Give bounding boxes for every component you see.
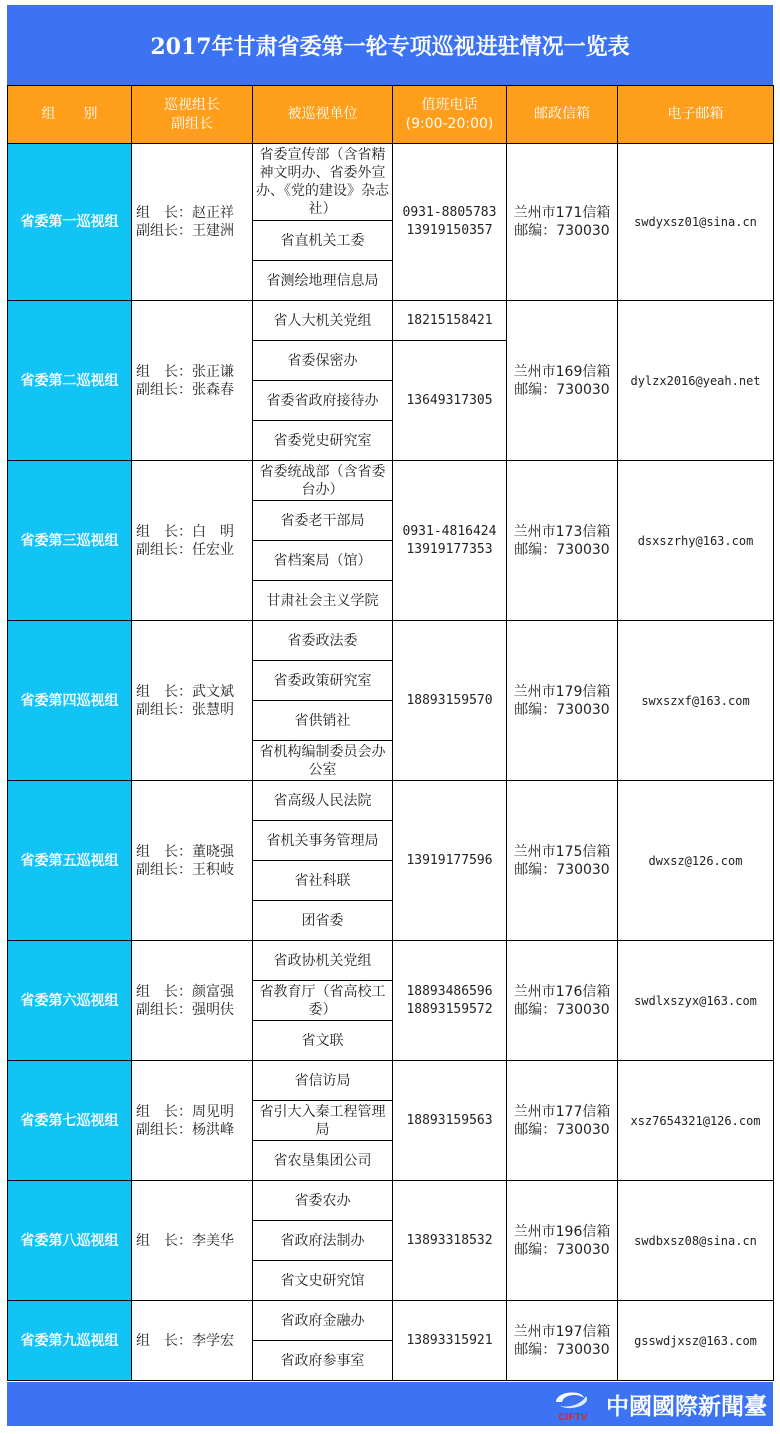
header-phone — [393, 86, 507, 144]
leader-line: 组 长：李学宏 — [136, 1332, 234, 1349]
group-name: 省委第五巡视组 — [8, 781, 132, 941]
leader-line: 组 长：周见明 — [136, 1103, 234, 1120]
unit-cell: 省委保密办 — [253, 341, 393, 381]
unit-cell: 省农垦集团公司 — [253, 1141, 393, 1181]
inspection-table — [7, 85, 774, 1381]
phone-cell: 18215158421 — [393, 301, 507, 341]
leader-line: 组 长：白 明 — [136, 523, 234, 540]
unit-cell: 省政协机关党组 — [253, 941, 393, 981]
leader-line: 组 长：李美华 — [136, 1232, 234, 1249]
phone-line: 0931-8805783 — [402, 205, 497, 220]
postbox-line: 兰州市196信箱 — [513, 1223, 611, 1240]
unit-cell: 省委老干部局 — [253, 501, 393, 541]
unit-cell: 省文史研究馆 — [253, 1261, 393, 1301]
unit-cell: 省文联 — [253, 1021, 393, 1061]
header-group: 组 别 — [8, 86, 132, 144]
header-phone-line2: (9:00-20:00) — [405, 115, 494, 132]
swirl-logo-icon — [542, 1386, 604, 1422]
header-leaders-line1: 巡视组长 — [164, 96, 220, 113]
unit-cell: 省社科联 — [253, 861, 393, 901]
leader-line: 副组长：强明伕 — [136, 1001, 234, 1018]
phone-cell — [393, 941, 507, 1061]
postcode-line: 邮编：730030 — [514, 1341, 610, 1358]
phone-cell: 13649317305 — [393, 341, 507, 461]
unit-cell: 省测绘地理信息局 — [253, 261, 393, 301]
group-leaders — [132, 301, 253, 461]
phone-line: 13919177353 — [406, 541, 493, 557]
page-title: 2017年甘肃省委第一轮专项巡视进驻情况一览表 — [7, 5, 773, 85]
email-cell: gsswdjxsz@163.com — [618, 1301, 774, 1381]
header-leaders — [132, 86, 253, 144]
header-email: 电子邮箱 — [618, 86, 774, 144]
group-name: 省委第八巡视组 — [8, 1181, 132, 1301]
unit-cell: 省档案局（馆） — [253, 541, 393, 581]
group-name: 省委第六巡视组 — [8, 941, 132, 1061]
postbox-line: 兰州市169信箱 — [513, 363, 611, 380]
postbox-line: 兰州市177信箱 — [513, 1103, 611, 1120]
phone-cell: 13893315921 — [393, 1301, 507, 1381]
postcode-line: 邮编：730030 — [514, 1001, 610, 1018]
unit-cell: 甘肃社会主义学院 — [253, 581, 393, 621]
group-name: 省委第七巡视组 — [8, 1061, 132, 1181]
logo-mark-text: CIFTV — [558, 1412, 588, 1422]
email-cell: swdlxszyx@163.com — [618, 941, 774, 1061]
logo-name-text: 中國國際新聞臺 — [606, 1392, 767, 1420]
postbox-line: 兰州市176信箱 — [513, 983, 611, 1000]
group-leaders — [132, 1181, 253, 1301]
postbox-line: 兰州市173信箱 — [513, 523, 611, 540]
phone-cell: 18893159563 — [393, 1061, 507, 1181]
postbox-cell — [507, 1301, 618, 1381]
postcode-line: 邮编：730030 — [514, 1241, 610, 1258]
unit-cell: 团省委 — [253, 901, 393, 941]
email-cell: swdbxsz08@sina.cn — [618, 1181, 774, 1301]
group-name: 省委第三巡视组 — [8, 461, 132, 621]
unit-cell: 省机构编制委员会办公室 — [253, 741, 393, 781]
phone-line: 0931-4816424 — [402, 523, 497, 539]
leader-line: 副组长：王积岐 — [136, 861, 234, 878]
leader-line: 副组长：张慧明 — [136, 701, 234, 718]
unit-cell: 省委政策研究室 — [253, 661, 393, 701]
unit-cell: 省政府法制办 — [253, 1221, 393, 1261]
email-cell: dsxszrhy@163.com — [618, 461, 774, 621]
phone-cell: 18893159570 — [393, 621, 507, 781]
group-leaders — [132, 1301, 253, 1381]
leader-line: 组 长：颜富强 — [136, 983, 234, 1000]
phone-line: 13919150357 — [406, 223, 493, 238]
unit-cell: 省委省政府接待办 — [253, 381, 393, 421]
group-name: 省委第九巡视组 — [8, 1301, 132, 1381]
group-leaders — [132, 781, 253, 941]
unit-cell: 省委党史研究室 — [253, 421, 393, 461]
leader-line: 组 长：赵正祥 — [136, 205, 234, 221]
postbox-line: 兰州市197信箱 — [513, 1323, 611, 1340]
postbox-line: 兰州市179信箱 — [513, 683, 611, 700]
header-units: 被巡视单位 — [253, 86, 393, 144]
cifitv-logo — [542, 1386, 767, 1422]
swirl-logo-graphic — [542, 1386, 604, 1422]
phone-cell — [393, 144, 507, 301]
postcode-line: 邮编：730030 — [514, 223, 610, 239]
unit-cell: 省引大入秦工程管理局 — [253, 1101, 393, 1141]
group-leaders — [132, 1061, 253, 1181]
header-phone-line1: 值班电话 — [421, 96, 478, 113]
postbox-cell — [507, 941, 618, 1061]
unit-cell: 省高级人民法院 — [253, 781, 393, 821]
unit-cell: 省教育厅（省高校工委） — [253, 981, 393, 1021]
email-cell: dylzx2016@yeah.net — [618, 301, 774, 461]
leader-line: 副组长：张森春 — [136, 381, 234, 398]
group-name: 省委第一巡视组 — [8, 144, 132, 301]
postbox-cell — [507, 144, 618, 301]
phone-cell — [393, 461, 507, 621]
phone-cell: 13919177596 — [393, 781, 507, 941]
leader-line: 副组长：任宏业 — [136, 541, 234, 558]
postcode-line: 邮编：730030 — [514, 701, 610, 718]
postbox-line: 兰州市175信箱 — [513, 843, 611, 860]
leader-line: 副组长：杨洪峰 — [136, 1121, 234, 1138]
unit-cell: 省人大机关党组 — [253, 301, 393, 341]
email-cell: dwxsz@126.com — [618, 781, 774, 941]
email-cell: xsz7654321@126.com — [618, 1061, 774, 1181]
email-cell: swdyxsz01@sina.cn — [618, 144, 774, 301]
unit-cell: 省委统战部（含省委台办） — [253, 461, 393, 501]
unit-cell: 省信访局 — [253, 1061, 393, 1101]
group-leaders — [132, 941, 253, 1061]
phone-cell: 13893318532 — [393, 1181, 507, 1301]
leader-line: 副组长：王建洲 — [136, 223, 234, 239]
leader-line: 组 长：董晓强 — [136, 843, 234, 860]
postbox-cell — [507, 621, 618, 781]
postbox-cell — [507, 1061, 618, 1181]
unit-cell: 省供销社 — [253, 701, 393, 741]
unit-cell: 省政府参事室 — [253, 1341, 393, 1381]
postcode-line: 邮编：730030 — [514, 861, 610, 878]
postcode-line: 邮编：730030 — [514, 541, 610, 558]
unit-cell: 省机关事务管理局 — [253, 821, 393, 861]
unit-cell: 省委宣传部（含省精神文明办、省委外宣办、《党的建设》杂志社） — [253, 144, 393, 221]
leader-line: 组 长：武文斌 — [136, 683, 234, 700]
header-postbox: 邮政信箱 — [507, 86, 618, 144]
postbox-line: 兰州市171信箱 — [513, 205, 611, 221]
postbox-cell — [507, 781, 618, 941]
group-name: 省委第二巡视组 — [8, 301, 132, 461]
header-leaders-line2: 副组长 — [171, 115, 213, 132]
leader-line: 组 长：张正谦 — [136, 363, 234, 380]
postcode-line: 邮编：730030 — [514, 1121, 610, 1138]
group-leaders — [132, 144, 253, 301]
group-leaders — [132, 461, 253, 621]
group-name: 省委第四巡视组 — [8, 621, 132, 781]
phone-line: 18893159572 — [406, 1001, 493, 1017]
unit-cell: 省政府金融办 — [253, 1301, 393, 1341]
footer-bar — [7, 1382, 773, 1426]
unit-cell: 省委政法委 — [253, 621, 393, 661]
postbox-cell — [507, 461, 618, 621]
postbox-cell — [507, 1181, 618, 1301]
unit-cell: 省委农办 — [253, 1181, 393, 1221]
postbox-cell — [507, 301, 618, 461]
phone-line: 18893486596 — [406, 983, 493, 999]
group-leaders — [132, 621, 253, 781]
unit-cell: 省直机关工委 — [253, 221, 393, 261]
email-cell: swxszxf@163.com — [618, 621, 774, 781]
postcode-line: 邮编：730030 — [514, 381, 610, 398]
